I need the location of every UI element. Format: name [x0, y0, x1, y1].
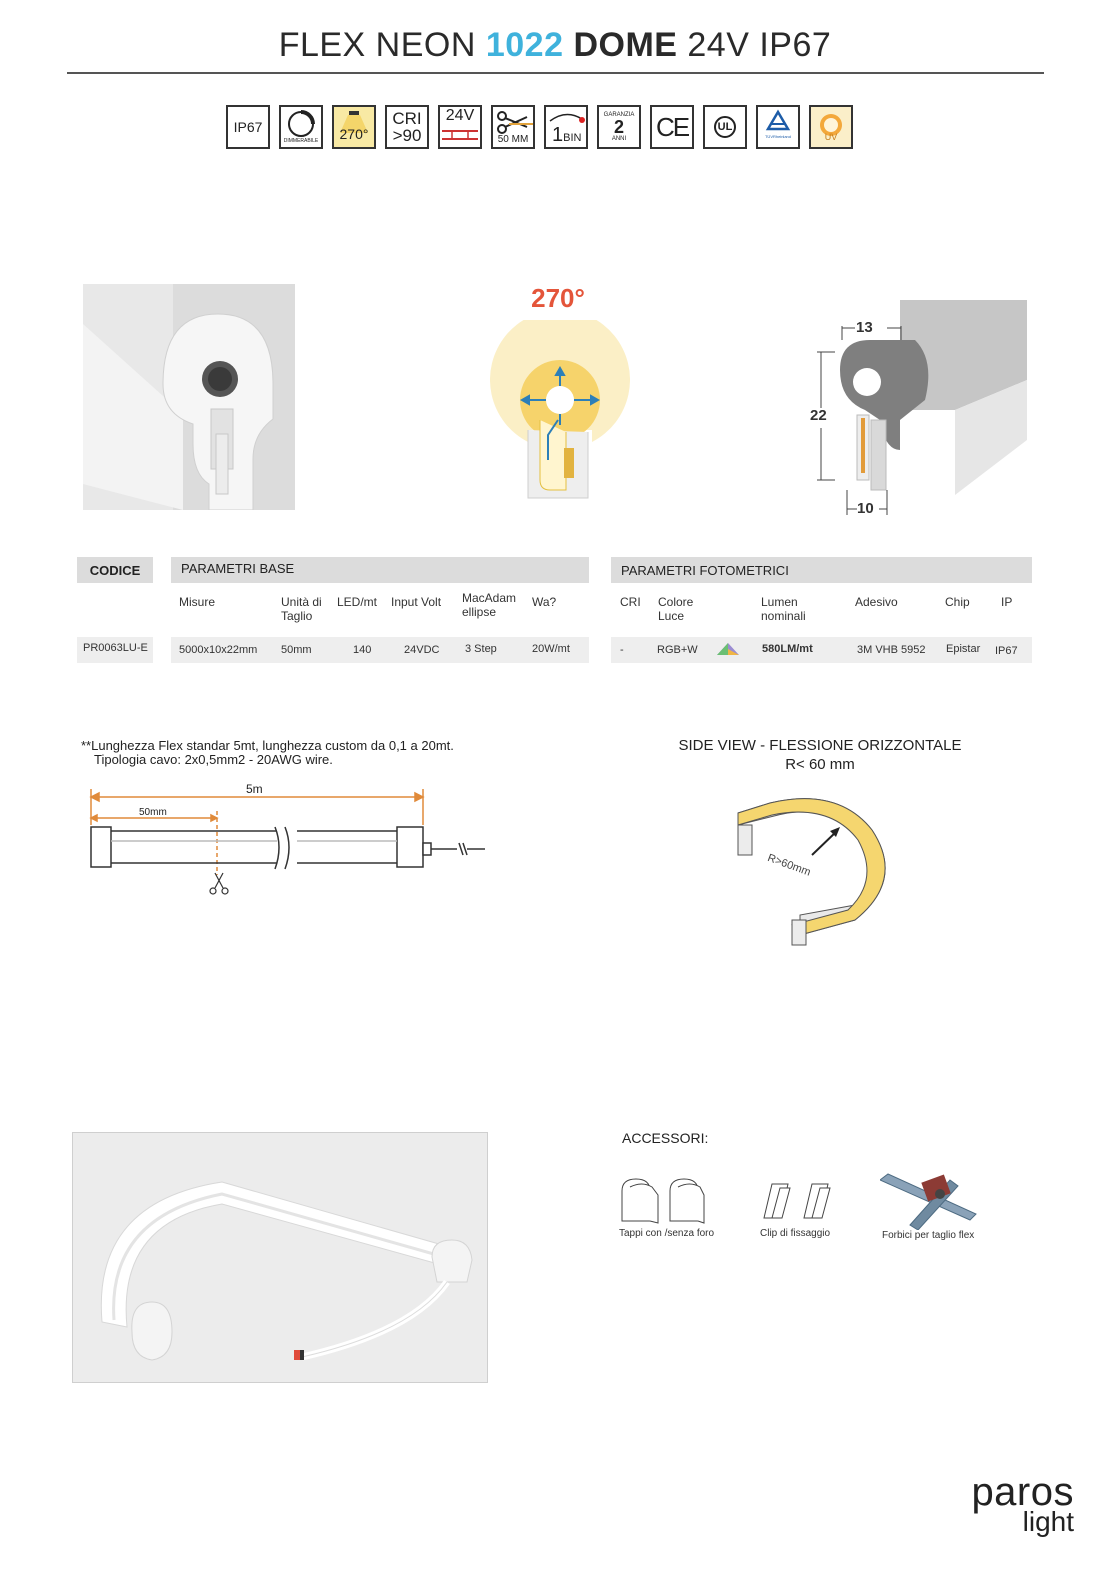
- side-view-radius: R< 60 mm: [785, 756, 855, 773]
- val-wattage: 20W/mt: [532, 643, 570, 655]
- col-macadam: MacAdam ellipse: [462, 591, 517, 619]
- length-note: **Lunghezza Flex standar 5mt, lunghezza custom da 0,1 a 20mt.: [81, 738, 454, 753]
- dim-width-top: 13: [856, 319, 873, 336]
- warranty-icon: GARANZIA 2 ANNI: [597, 105, 641, 149]
- col-input-volt: Input Volt: [391, 595, 442, 609]
- val-colore: RGB+W: [657, 644, 698, 656]
- val-chip: Epistar: [946, 643, 981, 655]
- col-chip: Chip: [945, 595, 970, 609]
- side-view-title: SIDE VIEW - FLESSIONE ORIZZONTALE: [678, 737, 962, 754]
- dim-width-bottom: 10: [857, 500, 874, 517]
- val-macadam: 3 Step: [465, 643, 497, 655]
- col-adesivo: Adesivo: [855, 595, 898, 609]
- feature-icon-strip: [226, 105, 853, 149]
- val-ip: IP67: [995, 645, 1018, 657]
- ul-icon: UL: [703, 105, 747, 149]
- col-colore: Colore Luce: [658, 595, 694, 623]
- page-title: FLEX NEON 1022 DOME 24V IP67: [278, 26, 832, 64]
- beam-angle-diagram: [488, 320, 633, 505]
- accessory-label-caps: Tappi con /senza foro: [619, 1228, 715, 1239]
- ce-icon: CE: [650, 105, 694, 149]
- title-divider: [67, 72, 1044, 74]
- dim-height: 22: [810, 407, 827, 424]
- val-misure: 5000x10x22mm: [179, 644, 258, 656]
- beam-angle-icon: 270°: [332, 105, 376, 149]
- col-misure: Misure: [179, 595, 216, 609]
- photometric-header: PARAMETRI FOTOMETRICI: [611, 557, 1032, 583]
- val-unita: 50mm: [281, 644, 312, 656]
- profile-render-image: [83, 284, 295, 510]
- uv-icon: UV: [809, 105, 853, 149]
- codice-header: CODICE: [77, 557, 153, 583]
- ip67-icon: IP67: [226, 105, 270, 149]
- end-cap-image: [618, 1175, 708, 1227]
- bend-radius-label: R>60mm: [765, 852, 813, 879]
- cut-length-label: 50mm: [139, 807, 167, 818]
- title-highlight: 1022: [485, 26, 564, 64]
- brand-logo-light: light: [1022, 1506, 1074, 1537]
- product-code: PR0063LU-E: [83, 642, 148, 654]
- bend-diagram: [730, 795, 895, 950]
- cutting-scissors-image: [880, 1170, 980, 1230]
- col-ip: IP: [1001, 595, 1013, 609]
- accessory-label-clip: Clip di fissaggio: [760, 1228, 831, 1239]
- tuv-icon: TÜVRheinland: [756, 105, 800, 149]
- product-photo: [72, 1132, 488, 1383]
- beam-angle-label: 270°: [531, 283, 585, 313]
- col-cri: CRI: [620, 595, 641, 609]
- cable-note: Tipologia cavo: 2x0,5mm2 - 20AWG wire.: [94, 752, 333, 767]
- mounting-clip-image: [760, 1178, 840, 1228]
- dimmable-icon: DIMMERABILE: [279, 105, 323, 149]
- col-unita: Unità di Taglio: [281, 595, 322, 623]
- val-input-volt: 24VDC: [404, 644, 440, 656]
- col-wattage: Wa?: [532, 595, 557, 609]
- total-length-label: 5m: [246, 782, 263, 796]
- base-params-header: PARAMETRI BASE: [171, 557, 589, 583]
- cut-length-diagram: [85, 785, 495, 900]
- cri-icon: CRI >90: [385, 105, 429, 149]
- val-cri: -: [620, 644, 624, 656]
- val-led-mt: 140: [353, 644, 372, 656]
- cut-icon: 50 MM: [491, 105, 535, 149]
- val-adesivo: 3M VHB 5952: [857, 644, 926, 656]
- rgb-color-icon: [715, 641, 741, 657]
- col-lumen: Lumen nominali: [761, 595, 806, 623]
- brand-logo-paros: paros: [971, 1470, 1074, 1514]
- val-lumen: 580LM/mt: [762, 643, 813, 655]
- voltage-icon: 24V: [438, 105, 482, 149]
- accessories-title: ACCESSORI:: [622, 1130, 709, 1146]
- col-led-mt: LED/mt: [337, 595, 378, 609]
- dimension-diagram: [805, 300, 1030, 520]
- bin-icon: 1BIN: [544, 105, 588, 149]
- accessory-label-scissors: Forbici per taglio flex: [882, 1230, 975, 1241]
